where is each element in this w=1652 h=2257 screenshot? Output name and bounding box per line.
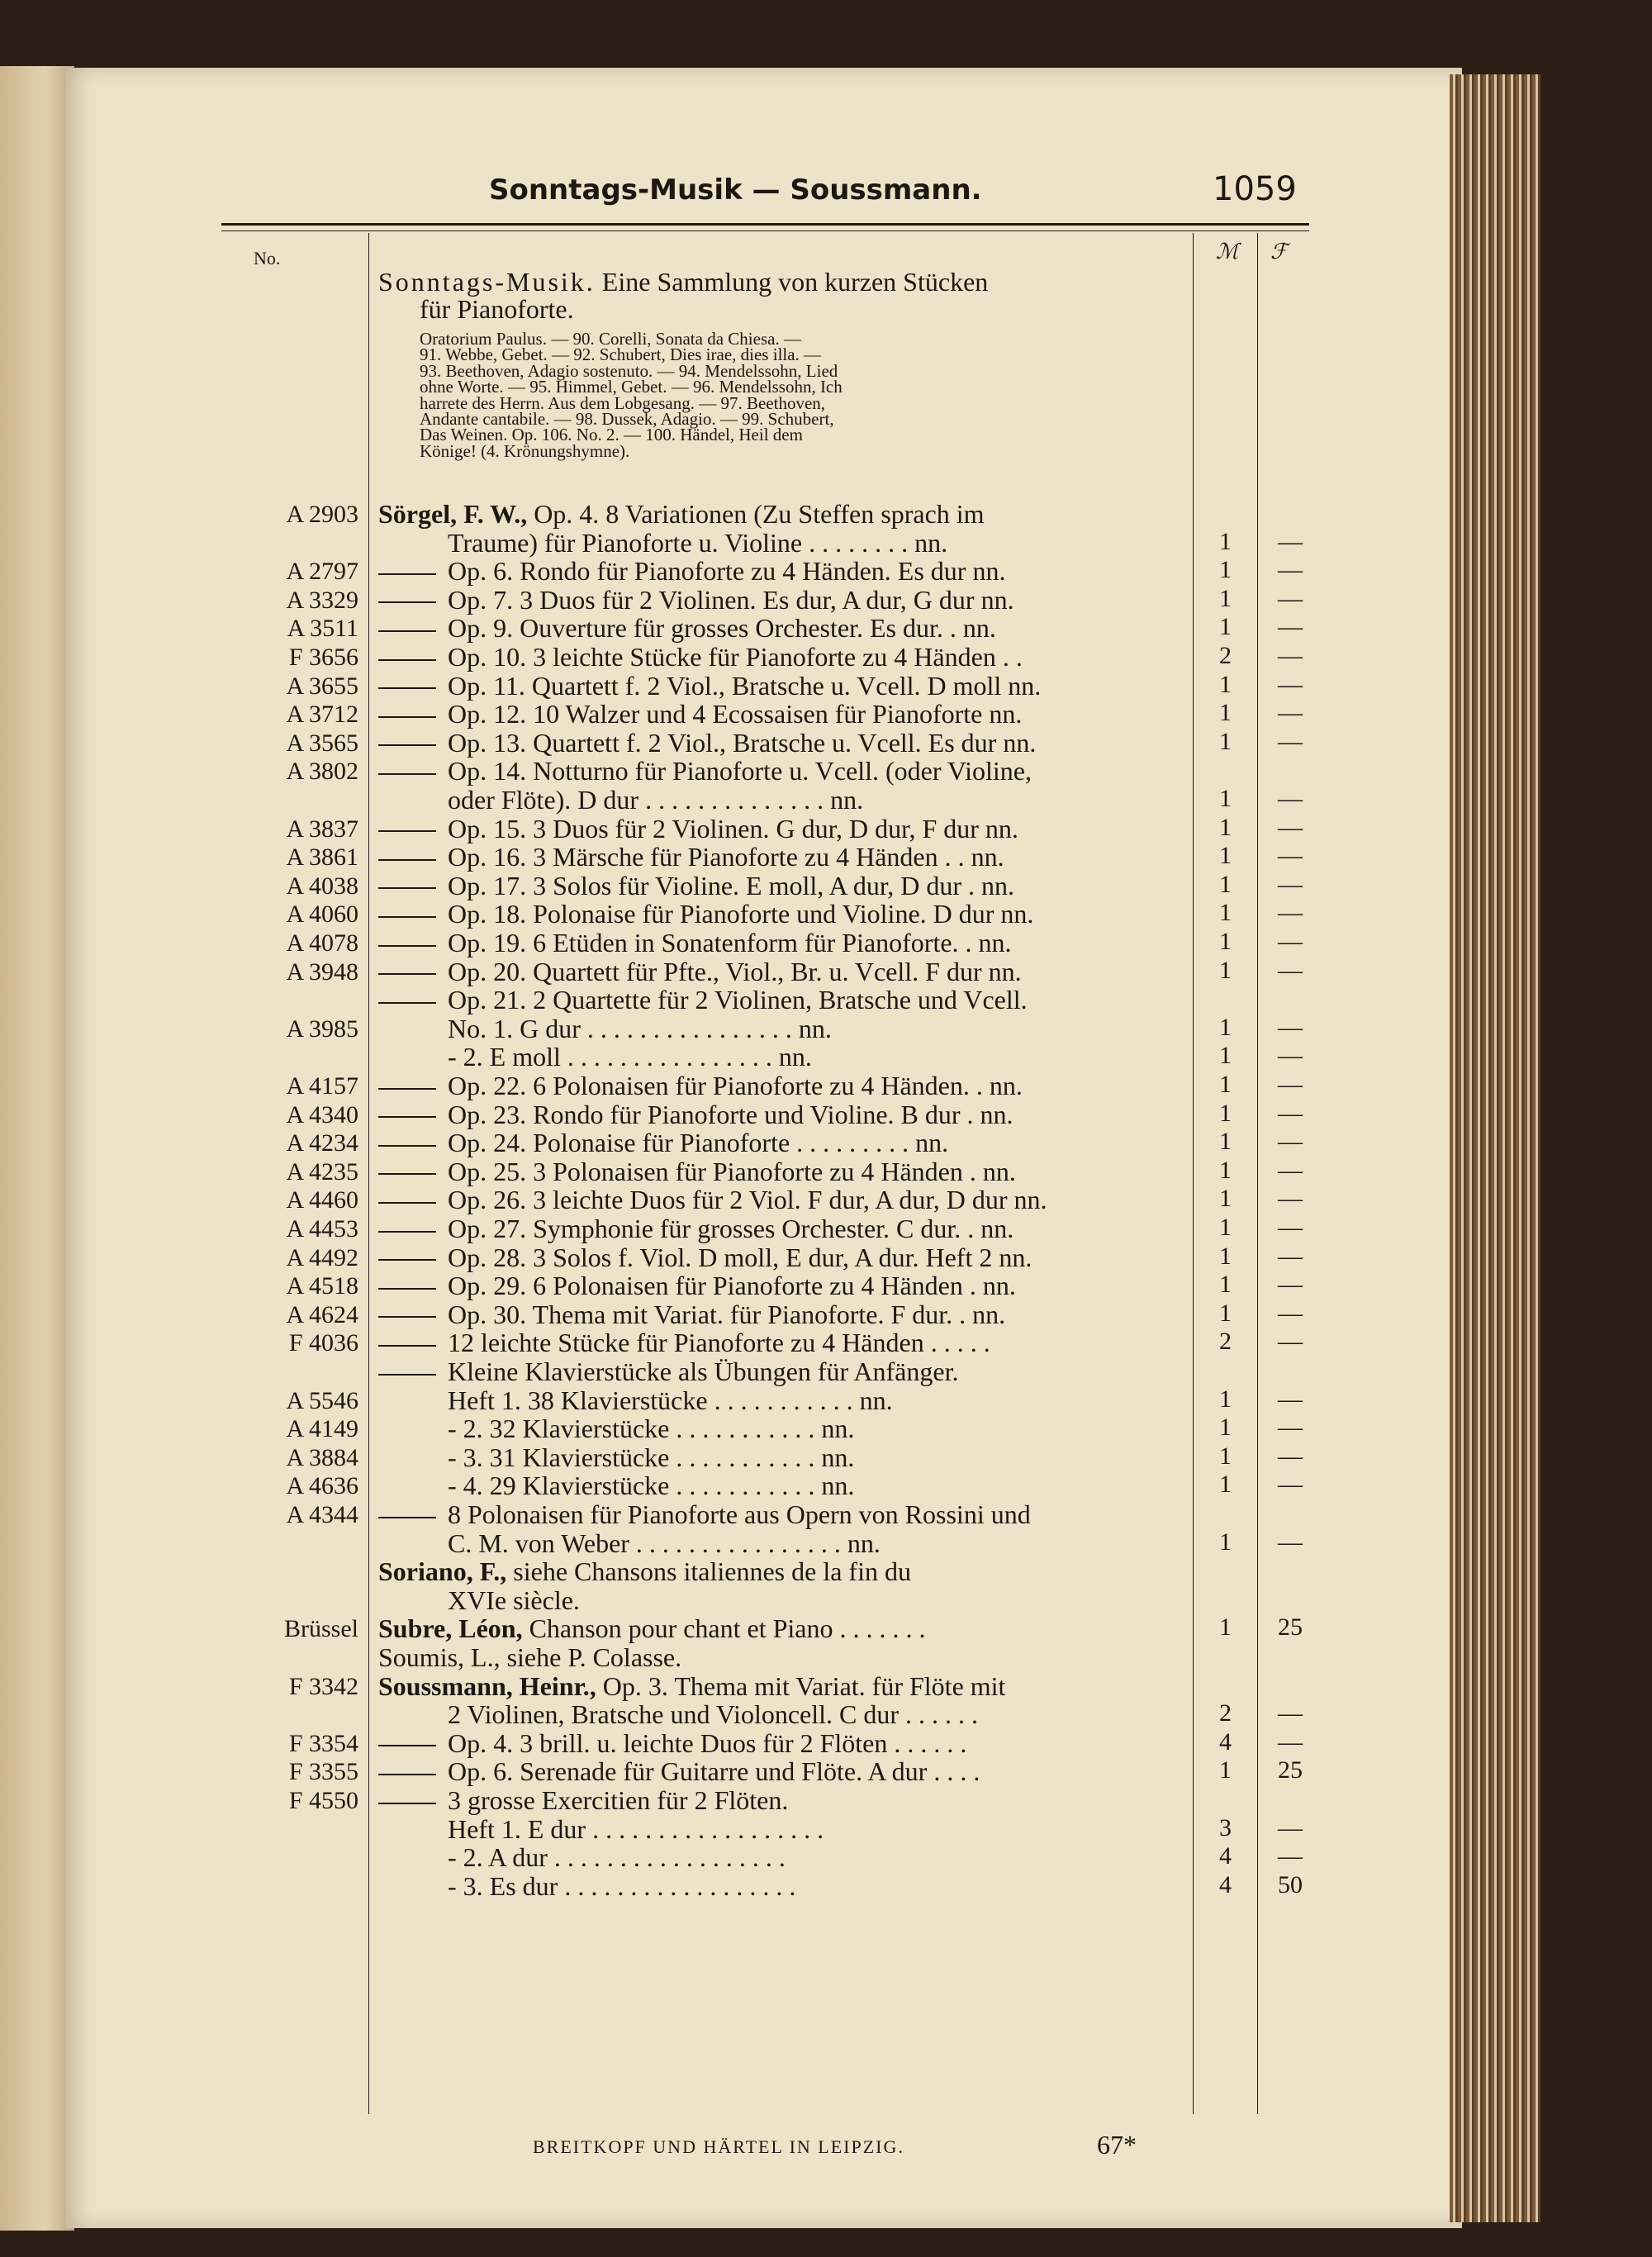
entry-description (378, 1157, 1016, 1187)
column-divider-no (368, 233, 369, 2114)
ditto-dash (378, 687, 436, 689)
ditto-dash (378, 973, 436, 975)
intro-text: Eine Sammlung von kurzen Stücken (595, 267, 989, 297)
price-mark: 1 (1219, 1756, 1232, 1784)
catalogue-number: A 4624 (286, 1300, 358, 1328)
catalogue-number: A 3329 (286, 586, 358, 614)
entry-text: Op. 23. Rondo für Pianoforte und Violine. B dur . nn. (448, 1099, 1014, 1129)
entry-text: XVIe siècle. (448, 1585, 580, 1615)
header-rule-top (221, 223, 1309, 226)
price-mark: 4 (1219, 1870, 1232, 1898)
entry-text: Op. 21. 2 Quartette für 2 Violinen, Bratsche und Vcell. (448, 985, 1028, 1015)
entry-description (378, 1499, 1031, 1530)
entry-text: - 2. 32 Klavierstücke . . . . . . . . . . . nn. (448, 1414, 855, 1444)
ditto-dash (378, 1002, 436, 1004)
ditto-dash (378, 1288, 436, 1290)
entry-text: - 4. 29 Klavierstücke . . . . . . . . . . . nn. (448, 1471, 855, 1501)
price-mark: 4 (1219, 1842, 1232, 1870)
ditto-dash (378, 659, 436, 661)
price-mark: 1 (1219, 670, 1232, 698)
ditto-dash (378, 744, 436, 746)
catalogue-number: A 3948 (286, 957, 358, 986)
header-rule-bottom (221, 230, 1309, 231)
ditto-dash (378, 1517, 436, 1518)
entry-description (378, 613, 996, 644)
entry-description (448, 1385, 893, 1416)
ditto-dash (378, 1259, 436, 1261)
entry-text: 12 leichte Stücke für Pianoforte zu 4 Händen . . . . . (448, 1328, 990, 1358)
price-mark: 1 (1219, 1613, 1232, 1642)
facing-page-edge (0, 66, 74, 2231)
price-pfennig: — (1278, 870, 1303, 898)
entry-description (448, 528, 947, 558)
price-pfennig: — (1278, 642, 1303, 669)
entry-description (378, 1300, 1005, 1330)
entry-text: Op. 26. 3 leichte Duos für 2 Viol. F dur, A dur, D dur nn. (448, 1185, 1047, 1215)
entry-text: Op. 27. Symphonie für grosses Orchester. C dur. . nn. (448, 1214, 1014, 1243)
price-pfennig: — (1278, 1099, 1303, 1127)
price-mark: 2 (1219, 642, 1232, 669)
entry-text: Op. 4. 8 Variationen (Zu Steffen sprach im (527, 499, 985, 529)
price-mark: 1 (1219, 870, 1232, 898)
price-mark: 2 (1219, 1328, 1232, 1356)
catalogue-number: A 3837 (286, 815, 358, 843)
price-pfennig: — (1278, 1385, 1303, 1413)
entry-description (378, 1100, 1014, 1130)
price-pfennig: 25 (1278, 1756, 1303, 1784)
entry-text: 8 Polonaisen für Pianoforte aus Opern von Rossini und (448, 1499, 1031, 1529)
entry-description (378, 642, 1023, 672)
entry-text: Op. 3. Thema mit Variat. für Flöte mit (596, 1670, 1006, 1701)
price-pfennig: — (1278, 899, 1303, 927)
price-mark: 3 (1219, 1813, 1232, 1841)
price-pfennig: — (1278, 956, 1303, 984)
composer-name: Sörgel, F. W., (378, 499, 528, 529)
entry-description (378, 585, 1014, 615)
intro-contents-line: ohne Worte. — 95. Himmel, Gebet. — 96. Mendelssohn, Ich (420, 377, 843, 397)
entry-text: Chanson pour chant et Piano . . . . . . . (522, 1613, 926, 1644)
entry-description (448, 1042, 812, 1072)
price-pfennig: — (1278, 613, 1303, 641)
ditto-dash (378, 1231, 436, 1233)
entry-text: Op. 7. 3 Duos für 2 Violinen. Es dur, A dur, G dur nn. (448, 584, 1014, 615)
price-pfennig: — (1278, 1328, 1303, 1356)
price-pfennig: — (1278, 699, 1303, 727)
ditto-dash (378, 1088, 436, 1090)
catalogue-number: A 4038 (286, 872, 358, 900)
entry-description (378, 928, 1012, 958)
entry-description (378, 871, 1014, 901)
composer-name: Soussmann, Heinr., (378, 1670, 596, 1701)
intro-contents-line: harrete des Herrn. Aus dem Lobgesang. — 97. Beethoven, (420, 392, 826, 413)
ditto-dash (378, 887, 436, 889)
catalogue-number: A 4157 (286, 1072, 358, 1100)
entry-description (378, 1185, 1047, 1215)
intro-heading-line (378, 267, 988, 297)
price-mark: 1 (1219, 556, 1232, 584)
entry-text: Op. 22. 6 Polonaisen für Pianoforte zu 4 Händen. . nn. (448, 1071, 1023, 1100)
catalogue-number: F 3355 (288, 1758, 358, 1786)
entry-description (378, 1243, 1032, 1273)
price-mark: 1 (1219, 956, 1232, 984)
ditto-dash (378, 716, 436, 718)
entry-text: Op. 29. 6 Polonaisen für Pianoforte zu 4 Händen . nn. (448, 1271, 1016, 1301)
ditto-dash (378, 630, 436, 632)
entry-description (378, 814, 1018, 844)
price-mark: 4 (1219, 1727, 1232, 1756)
price-mark: 1 (1219, 584, 1232, 612)
catalogue-number: A 2903 (286, 501, 358, 528)
catalogue-number: A 4340 (286, 1100, 358, 1128)
price-pfennig: — (1278, 1071, 1303, 1098)
catalogue-number: F 3656 (288, 644, 358, 671)
catalogue-number: A 3511 (287, 615, 358, 643)
catalogue-number: F 3342 (288, 1672, 358, 1700)
price-pfennig: — (1278, 1699, 1303, 1727)
catalogue-number: A 4344 (286, 1501, 358, 1528)
catalogue-number: A 4149 (286, 1415, 358, 1443)
entry-text: Op. 30. Thema mit Variat. für Pianoforte. F dur. . nn. (448, 1299, 1006, 1329)
entry-text: Op. 12. 10 Walzer und 4 Ecossaisen für Pianoforte nn. (448, 699, 1023, 729)
entry-text: Op. 25. 3 Polonaisen für Pianoforte zu 4 Händen . nn. (448, 1156, 1016, 1186)
entry-text: Soumis, L., siehe P. Colasse. (378, 1642, 682, 1672)
price-mark: 1 (1219, 1442, 1232, 1470)
column-divider-pf (1257, 233, 1258, 2114)
price-pfennig: — (1278, 527, 1303, 555)
entry-text: Heft 1. 38 Klavierstücke . . . . . . . . . . . nn. (448, 1385, 893, 1415)
catalogue-number: A 3655 (286, 672, 358, 700)
catalogue-number: F 4550 (288, 1787, 358, 1814)
catalogue-number: A 3565 (286, 729, 358, 757)
entry-description (378, 1271, 1016, 1301)
price-mark: 1 (1219, 899, 1232, 927)
catalogue-number: A 3985 (286, 1014, 358, 1043)
entry-description (448, 1414, 854, 1444)
ditto-dash (378, 1116, 436, 1118)
catalogue-number: A 4235 (286, 1157, 358, 1186)
ditto-dash (378, 573, 436, 575)
price-mark: 1 (1219, 813, 1232, 841)
entry-text: siehe Chansons italiennes de la fin du (506, 1556, 911, 1587)
catalogue-number: A 4460 (286, 1186, 358, 1214)
price-mark: 1 (1219, 1271, 1232, 1299)
entry-description (448, 1842, 786, 1873)
entry-description (378, 671, 1041, 701)
catalogue-number: F 4036 (288, 1329, 358, 1357)
price-pfennig: 25 (1278, 1613, 1303, 1642)
ditto-dash (378, 830, 436, 832)
entry-text: Op. 13. Quartett f. 2 Viol., Bratsche u. Vcell. Es dur nn. (448, 727, 1037, 758)
catalogue-number: A 5546 (286, 1386, 358, 1414)
intro-contents-line: Andante cantabile. — 98. Dussek, Adagio. — 99. Schubert, (420, 409, 834, 429)
entry-text: Kleine Klavierstücke als Übungen für Anfänger. (448, 1357, 959, 1386)
price-mark: 1 (1219, 727, 1232, 755)
price-pfennig: — (1278, 1842, 1303, 1870)
entry-description (378, 842, 1004, 872)
entry-description (448, 1442, 854, 1473)
entry-description (378, 699, 1022, 729)
catalogue-number: A 3802 (286, 758, 358, 786)
price-mark: 1 (1219, 527, 1232, 555)
footer-publisher: BREITKOPF UND HÄRTEL IN LEIPZIG. (533, 2136, 904, 2157)
price-mark: 1 (1219, 1414, 1232, 1442)
entry-description (448, 1528, 881, 1559)
ditto-dash (378, 916, 436, 918)
catalogue-number: A 4078 (286, 929, 358, 957)
ditto-dash (378, 773, 436, 775)
catalogue-number: A 4453 (286, 1215, 358, 1243)
catalogue-number: A 3884 (286, 1443, 358, 1471)
catalogue-number: A 2797 (286, 558, 358, 586)
intro-contents-line: Oratorium Paulus. — 90. Corelli, Sonata da Chiesa. — (420, 329, 801, 349)
price-pfennig: — (1278, 1214, 1303, 1241)
entry-description (378, 1756, 980, 1787)
price-pfennig: — (1278, 842, 1303, 870)
price-pfennig: — (1278, 1471, 1303, 1499)
entry-description (378, 756, 1032, 786)
entry-text: Op. 28. 3 Solos f. Viol. D moll, E dur, A dur. Heft 2 nn. (448, 1242, 1032, 1272)
running-header: Sonntags-Musik — Soussmann. (489, 173, 982, 207)
price-mark: 1 (1219, 1214, 1232, 1241)
entry-text: - 2. A dur . . . . . . . . . . . . . . . . . . (448, 1842, 786, 1873)
entry-description (378, 1328, 990, 1358)
page-number: 1059 (1213, 170, 1297, 208)
entry-description (448, 1585, 580, 1616)
entry-text: Op. 11. Quartett f. 2 Viol., Bratsche u. Vcell. D moll nn. (448, 670, 1042, 701)
entry-text: Op. 14. Notturno für Pianoforte u. Vcell. (oder Violine, (448, 756, 1032, 786)
price-pfennig: — (1278, 785, 1303, 812)
catalogue-number: A 4518 (286, 1272, 358, 1300)
entry-text: Heft 1. E dur . . . . . . . . . . . . . . . . . . (448, 1813, 824, 1844)
entry-text: Op. 6. Serenade für Guitarre und Flöte. A dur . . . . (448, 1756, 980, 1787)
entry-text: 2 Violinen, Bratsche und Violoncell. C dur . . . . . . (448, 1699, 979, 1730)
entry-description (378, 1728, 966, 1759)
entry-text: Op. 20. Quartett für Pfte., Viol., Br. u. Vcell. F dur nn. (448, 956, 1022, 986)
price-pfennig: — (1278, 1299, 1303, 1327)
entry-text: Op. 19. 6 Etüden in Sonatenform für Pianoforte. . nn. (448, 928, 1012, 957)
entry-text: Op. 16. 3 Märsche für Pianoforte zu 4 Händen . . nn. (448, 842, 1004, 872)
entry-description (378, 957, 1022, 987)
ditto-dash (378, 1202, 436, 1204)
catalogue-number: A 4492 (286, 1243, 358, 1271)
price-mark: 1 (1219, 1013, 1232, 1041)
entry-description (378, 1214, 1014, 1244)
price-pfennig: — (1278, 1813, 1303, 1841)
catalogue-number: Brüssel (284, 1615, 358, 1643)
price-mark: 1 (1219, 613, 1232, 641)
price-mark: 1 (1219, 1042, 1232, 1070)
entry-text: Op. 9. Ouverture für grosses Orchester. Es dur. . nn. (448, 613, 996, 644)
ditto-dash (378, 1745, 436, 1746)
entry-text: - 3. Es dur . . . . . . . . . . . . . . . . . . (448, 1870, 796, 1901)
book-fore-edge (1450, 74, 1540, 2222)
price-mark: 1 (1219, 785, 1232, 812)
price-mark: 1 (1219, 928, 1232, 955)
entry-description (448, 1014, 832, 1044)
price-pfennig: — (1278, 1185, 1303, 1213)
catalogue-number: A 3861 (286, 843, 358, 872)
price-pfennig: — (1278, 1271, 1303, 1299)
ditto-dash (378, 1316, 436, 1318)
column-header-no: No. (254, 248, 281, 268)
catalogue-number: A 4636 (286, 1472, 358, 1500)
entry-description (378, 1785, 788, 1816)
ditto-dash (378, 1345, 436, 1347)
price-mark: 1 (1219, 1071, 1232, 1098)
entry-description (378, 1556, 911, 1587)
price-pfennig: — (1278, 1128, 1303, 1156)
price-pfennig: — (1278, 813, 1303, 841)
entry-text: - 2. E moll . . . . . . . . . . . . . . . . nn. (448, 1042, 812, 1072)
entry-text: Traume) für Pianoforte u. Violine . . . . . . . . nn. (448, 527, 948, 558)
column-header-mark: ℳ (1216, 240, 1239, 264)
entry-text: Op. 15. 3 Duos für 2 Violinen. G dur, D dur, F dur nn. (448, 813, 1018, 843)
entry-description (378, 1642, 681, 1673)
price-pfennig: 50 (1278, 1870, 1303, 1898)
ditto-dash (378, 1145, 436, 1147)
intro-contents-line: 93. Beethoven, Adagio sostenuto. — 94. Mendelssohn, Lied (420, 360, 838, 381)
entry-text: Op. 4. 3 brill. u. leichte Duos für 2 Flöten . . . . . . (448, 1727, 967, 1758)
ditto-dash (378, 1173, 436, 1175)
entry-text: C. M. von Weber . . . . . . . . . . . . . . . . nn. (448, 1528, 881, 1558)
price-pfennig: — (1278, 1156, 1303, 1184)
price-pfennig: — (1278, 1242, 1303, 1270)
entry-text: Op. 17. 3 Solos für Violine. E moll, A dur, D dur . nn. (448, 870, 1014, 900)
catalogue-number: A 4060 (286, 900, 358, 929)
catalogue-number: F 3354 (288, 1729, 358, 1757)
price-pfennig: — (1278, 727, 1303, 755)
price-pfennig: — (1278, 1727, 1303, 1756)
column-header-pf: ℱ (1270, 240, 1288, 264)
price-pfennig: — (1278, 928, 1303, 955)
price-pfennig: — (1278, 1414, 1303, 1442)
catalogue-number: A 3712 (286, 701, 358, 729)
price-mark: 1 (1219, 1156, 1232, 1184)
ditto-dash (378, 859, 436, 861)
price-mark: 1 (1219, 699, 1232, 727)
ditto-dash (378, 945, 436, 947)
intro-heading: Sonntags-Musik. (378, 267, 596, 297)
entry-text: Op. 6. Rondo für Pianoforte zu 4 Händen. Es dur nn. (448, 556, 1006, 587)
entry-description (378, 1071, 1023, 1101)
price-mark: 1 (1219, 1471, 1232, 1499)
entry-description (378, 899, 1033, 929)
price-pfennig: — (1278, 584, 1303, 612)
entry-text: Op. 18. Polonaise für Pianoforte und Violine. D dur nn. (448, 899, 1034, 929)
price-mark: 1 (1219, 1299, 1232, 1327)
entry-description (378, 1613, 926, 1644)
price-pfennig: — (1278, 1013, 1303, 1041)
intro-text-line2: für Pianoforte. (420, 294, 574, 324)
ditto-dash (378, 601, 436, 603)
entry-text: No. 1. G dur . . . . . . . . . . . . . . . . nn. (448, 1013, 832, 1043)
entry-description (448, 1471, 854, 1501)
price-mark: 1 (1219, 1099, 1232, 1127)
price-pfennig: — (1278, 1042, 1303, 1070)
intro-contents-line: Könige! (4. Krönungshymne). (420, 440, 630, 461)
price-mark: 1 (1219, 1385, 1232, 1413)
price-mark: 1 (1219, 1528, 1232, 1556)
entry-text: 3 grosse Exercitien für 2 Flöten. (448, 1785, 789, 1815)
ditto-dash (378, 1374, 436, 1376)
entry-description (378, 728, 1036, 758)
price-mark: 1 (1219, 1242, 1232, 1270)
entry-description (378, 1671, 1005, 1702)
entry-description (378, 985, 1028, 1015)
entry-text: oder Flöte). D dur . . . . . . . . . . . . . . nn. (448, 785, 864, 815)
entry-description (448, 1699, 978, 1730)
price-pfennig: — (1278, 1528, 1303, 1556)
entry-text: Op. 10. 3 leichte Stücke für Pianoforte zu 4 Händen . . (448, 642, 1023, 672)
intro-contents-line: 91. Webbe, Gebet. — 92. Schubert, Dies irae, dies illa. — (420, 344, 822, 365)
price-mark: 1 (1219, 1185, 1232, 1213)
entry-text: Op. 24. Polonaise für Pianoforte . . . . . . . . . nn. (448, 1128, 949, 1158)
catalogue-number: A 4234 (286, 1129, 358, 1157)
footer-signature: 67* (1097, 2130, 1137, 2160)
entry-description (448, 1814, 824, 1845)
ditto-dash (378, 1774, 436, 1775)
composer-name: Soriano, F., (378, 1556, 507, 1587)
entry-description (378, 1357, 958, 1387)
price-mark: 1 (1219, 842, 1232, 870)
price-pfennig: — (1278, 556, 1303, 584)
entry-description (448, 785, 863, 815)
price-mark: 2 (1219, 1699, 1232, 1727)
price-pfennig: — (1278, 1442, 1303, 1470)
ditto-dash (378, 1803, 436, 1804)
price-pfennig: — (1278, 670, 1303, 698)
entry-text: - 3. 31 Klavierstücke . . . . . . . . . . . nn. (448, 1442, 855, 1472)
entry-description (378, 499, 985, 530)
composer-name: Subre, Léon, (378, 1613, 523, 1644)
entry-description (378, 556, 1005, 587)
intro-contents-line: Das Weinen. Op. 106. No. 2. — 100. Händel, Heil dem (420, 425, 803, 445)
entry-description (378, 1128, 948, 1158)
price-mark: 1 (1219, 1128, 1232, 1156)
entry-description (448, 1871, 795, 1902)
column-divider-mark (1193, 233, 1194, 2114)
